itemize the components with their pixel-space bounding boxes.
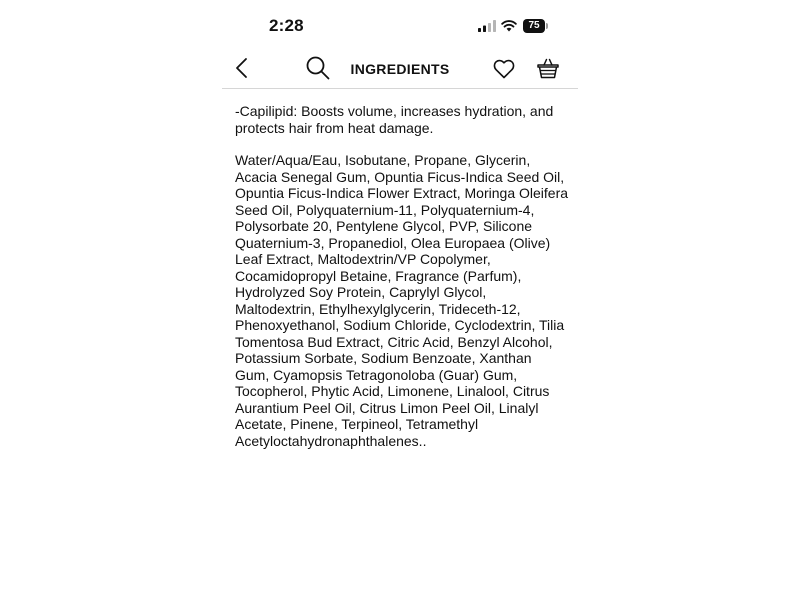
basket-icon[interactable] bbox=[536, 56, 560, 80]
ingredients-list: Water/Aqua/Eau, Isobutane, Propane, Glycerin, Acacia Senegal Gum, Opuntia Ficus-Indica Seed Oil, Opuntia Ficus-Indica Flower Extract, Moringa Oleifera Seed Oil, Polyquaternium-11, Polyquaternium-4, Polysorbate 20, Pentylene Glycol, PVP, Silicone Quaternium-3, Propanediol, Olea Europaea (Olive) Leaf Extract, Maltodextrin/VP Copolymer, Cocamidopropyl Betaine, Fragrance (Parfum), Hydrolyzed Soy Protein, Caprylyl Glycol, Maltodextrin, Ethylhexylglycerin, Trideceth-12, Phenoxyethanol, Sodium Chloride, Cyclodextrin, Tilia Tomentosa Bud Extract, Citric Acid, Benzyl Alcohol, Potassium Sorbate, Sodium Benzoate, Xanthan Gum, Cyamopsis Tetragonoloba (Guar) Gum, Tocopherol, Phytic Acid, Limonene, Linalool, Citrus Aurantium Peel Oil, Citrus Limon Peel Oil, Linalyl Acetate, Pinene, Terpineol, Tetramethyl Acetyloctahydronaphthalenes.. bbox=[235, 152, 569, 449]
nav-header bbox=[222, 50, 578, 89]
capilipid-note: -Capilipid: Boosts volume, increases hydration, and protects hair from heat damage. bbox=[235, 103, 554, 136]
battery-level: 75 bbox=[523, 19, 545, 33]
phone-screen bbox=[222, 0, 578, 600]
battery-cap bbox=[546, 23, 548, 29]
status-bar bbox=[222, 0, 578, 48]
search-icon[interactable] bbox=[305, 55, 331, 81]
heart-icon[interactable] bbox=[492, 57, 516, 81]
battery-icon bbox=[523, 19, 549, 33]
chevron-left-icon[interactable] bbox=[232, 56, 252, 80]
ingredients-content bbox=[235, 103, 569, 465]
status-time: 2:28 bbox=[269, 16, 304, 35]
wifi-icon bbox=[501, 19, 517, 32]
page-title: INGREDIENTS bbox=[350, 61, 450, 77]
signal-icon bbox=[478, 20, 496, 32]
